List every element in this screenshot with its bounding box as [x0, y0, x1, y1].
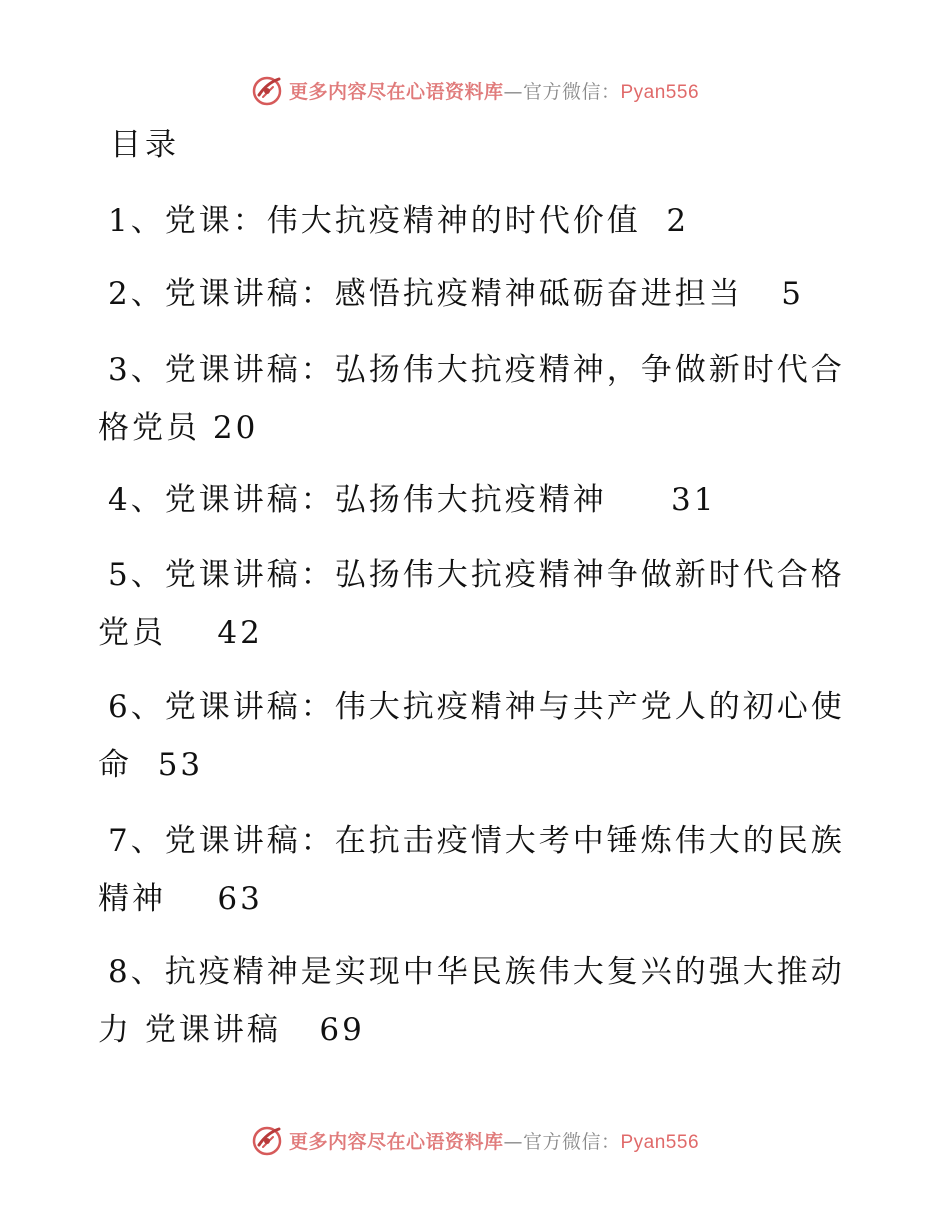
watermark-main-text: 更多内容尽在心语资料库 — [288, 80, 504, 103]
watermark-wechat-id: Pyan556 — [620, 1131, 700, 1153]
watermark-sub-text: 官方微信： — [522, 80, 621, 103]
toc-entry-1[interactable]: 1、党课：伟大抗疫精神的时代价值 2 — [108, 203, 690, 239]
watermark-dash: — — [503, 80, 523, 103]
watermark-sub-text: 官方微信： — [522, 1130, 621, 1153]
toc-title: 目录 — [110, 127, 180, 163]
toc-entry-4[interactable]: 4、党课讲稿：弘扬伟大抗疫精神 31 — [108, 482, 717, 518]
toc-entry-7[interactable]: 7、党课讲稿：在抗击疫情大考中锤炼伟大的民族精神 63 — [98, 823, 845, 917]
toc-entry-8[interactable]: 8、抗疫精神是实现中华民族伟大复兴的强大推动力 党课讲稿 69 — [98, 954, 845, 1048]
header-watermark — [0, 70, 950, 110]
watermark-main-text: 更多内容尽在心语资料库 — [288, 1130, 504, 1153]
watermark-logo-icon — [251, 73, 285, 107]
toc-entry-3[interactable]: 3、党课讲稿：弘扬伟大抗疫精神，争做新时代合格党员 20 — [98, 352, 845, 446]
watermark-dash: — — [503, 1130, 523, 1153]
footer-watermark — [0, 1120, 950, 1160]
toc-entry-6[interactable]: 6、党课讲稿：伟大抗疫精神与共产党人的初心使命 53 — [98, 689, 845, 783]
watermark-wechat-id: Pyan556 — [620, 81, 700, 103]
toc-entry-5[interactable]: 5、党课讲稿：弘扬伟大抗疫精神争做新时代合格党员 42 — [98, 557, 845, 651]
watermark-logo-icon — [251, 1123, 285, 1157]
toc-entry-2[interactable]: 2、党课讲稿：感悟抗疫精神砥砺奋进担当 5 — [108, 276, 805, 312]
